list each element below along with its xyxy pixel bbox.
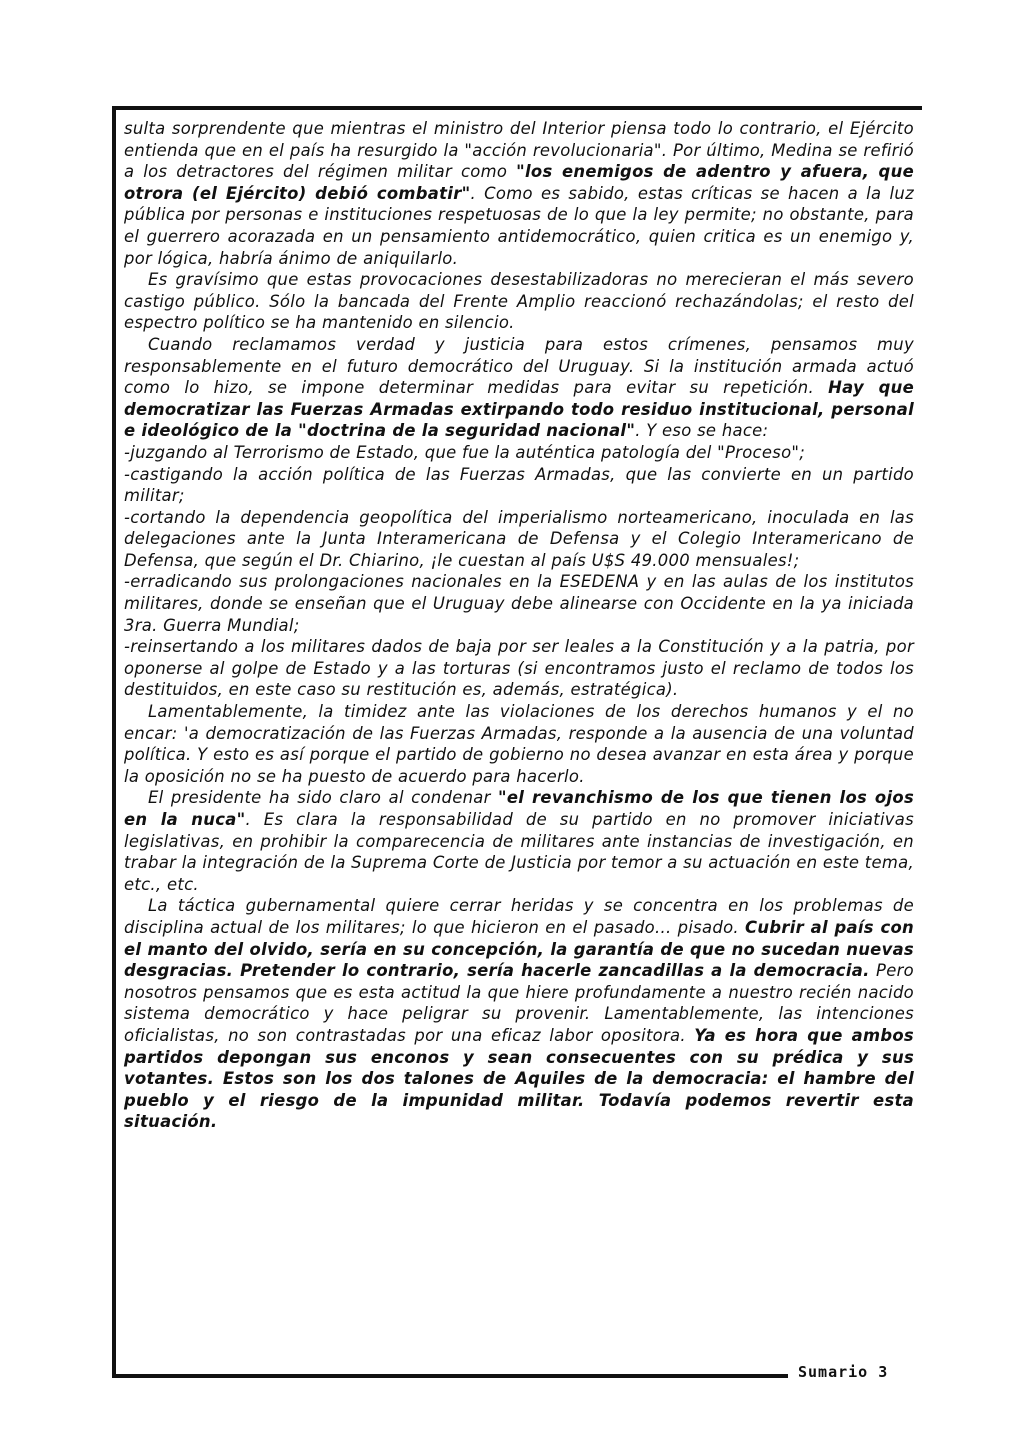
- bold-text: "el revanchismo de los que tienen los ojos en la nuca": [124, 788, 914, 829]
- list-item: [124, 636, 914, 701]
- text-run: Lamentablemente, la timidez ante las violaciones de los derechos humanos y el no encar: 'a democratización de las Fuerzas Armadas, responde a la ausencia de una voluntad política. Y esto es así porque el partido de gobierno no desea avanzar en esta área y porque la oposición no se ha puesto de acuerdo para hacerlo.: [124, 702, 914, 786]
- bold-text: Ya es hora que ambos partidos depongan sus enconos y sean consecuentes con su prédica y sus votantes. Estos son los dos talones de Aquiles de la democracia: el hambre del pueblo y el riesgo de la impunidad militar. Todavía podemos revertir esta situación.: [124, 1025, 914, 1132]
- bold-text: "los enemigos de adentro y afuera, que otrora (el Ejército) debió combatir": [124, 162, 914, 203]
- paragraph: [124, 269, 914, 334]
- text-run: -castigando la acción política de las Fuerzas Armadas, que las convierte en un partido militar;: [124, 464, 914, 506]
- paragraph: [124, 118, 914, 269]
- list-item: [124, 571, 914, 636]
- article-body: [124, 118, 914, 1133]
- text-run: . Es clara la responsabilidad de su partido en no promover iniciativas legislativas, en prohibir la comparecencia de militares ante instancias de investigación, en trabar la integración de la Suprema Corte de Justicia por temor a su actuación en este tema, etc., etc.: [124, 810, 914, 894]
- text-run: Es gravísimo que estas provocaciones desestabilizadoras no merecieran el más severo castigo público. Sólo la bancada del Frente Amplio reaccionó rechazándolas; el resto del espectro político se ha mantenido en silencio.: [124, 270, 914, 333]
- paragraph: [124, 895, 914, 1133]
- bold-text: Hay que democratizar las Fuerzas Armadas extirpando todo residuo institucional, personal e ideológico de la "doctrina de la seguridad nacional": [124, 378, 914, 441]
- text-run: -juzgando al Terrorismo de Estado, que fue la auténtica patología del "Proceso";: [124, 442, 806, 462]
- paragraph: [124, 334, 914, 442]
- text-run: Pero nosotros pensamos que es esta actitud la que hiere profundamente a nuestro recién nacido sistema democrático y hace peligrar su provenir. Lamentablemente, las intenciones oficialistas, no son contrastadas por una eficaz labor opositora.: [124, 961, 914, 1045]
- text-run: -erradicando sus prolongaciones nacionales en la ESEDENA y en las aulas de los institutos militares, donde se enseñan que el Uruguay debe alinearse con Occidente en la ya iniciada 3ra. Guerra Mundial;: [124, 572, 914, 635]
- footer-label: Sumario: [798, 1363, 869, 1381]
- page-number: 3: [878, 1363, 889, 1381]
- list-item: [124, 442, 914, 464]
- list-item: [124, 464, 914, 507]
- text-run: . Y eso se hace:: [635, 421, 769, 441]
- paragraph: [124, 787, 914, 895]
- paragraph: [124, 701, 914, 787]
- list-item: [124, 507, 914, 572]
- bold-text: Cubrir al país con el manto del olvido, sería en su concepción, la garantía de que no sucedan nuevas desgracias. Pretender lo contrario, sería hacerle zancadillas a la democracia.: [124, 917, 914, 981]
- text-run: -cortando la dependencia geopolítica del imperialismo norteamericano, inoculada en las delegaciones ante la Junta Interamericana de Defensa y el Colegio Interamericano de Defensa, que según el Dr. Chiarino, ¡le cuestan al país U$S 49.000 mensuales!;: [124, 507, 914, 570]
- text-run: El presidente ha sido claro al condenar: [148, 788, 499, 808]
- footer-rule: [112, 1374, 788, 1378]
- text-run: -reinsertando a los militares dados de baja por ser leales a la Constitución y a la patria, por oponerse al golpe de Estado y a las torturas (si encontramos justo el reclamo de todos los destituidos, en este caso su restitución es, además, estratégica).: [124, 637, 914, 700]
- footer: [798, 1363, 888, 1381]
- text-run: . Como es sabido, estas críticas se hacen a la luz pública por personas e instituciones respetuosas de lo que la ley permite; no obstante, para el guerrero acorazada en un pensamiento antidemocrático, quien critica es un enemigo y, por lógica, habría ánimo de aniquilarlo.: [124, 183, 914, 268]
- text-run: sulta sorprendente que mientras el ministro del Interior piensa todo lo contrario, el Ejército entienda que en el país ha resurgido la "acción revolucionaria". Por último, Medina se refirió a los detractores del régimen militar como: [124, 119, 914, 182]
- text-run: La táctica gubernamental quiere cerrar heridas y se concentra en los problemas de disciplina actual de los militares; lo que hicieron en el pasado... pisado.: [124, 896, 914, 937]
- text-run: Cuando reclamamos verdad y justicia para estos crímenes, pensamos muy responsablemente en el futuro democrático del Uruguay. Si la institución armada actuó como lo hizo, se impone determinar medidas para evitar su repetición.: [124, 334, 914, 398]
